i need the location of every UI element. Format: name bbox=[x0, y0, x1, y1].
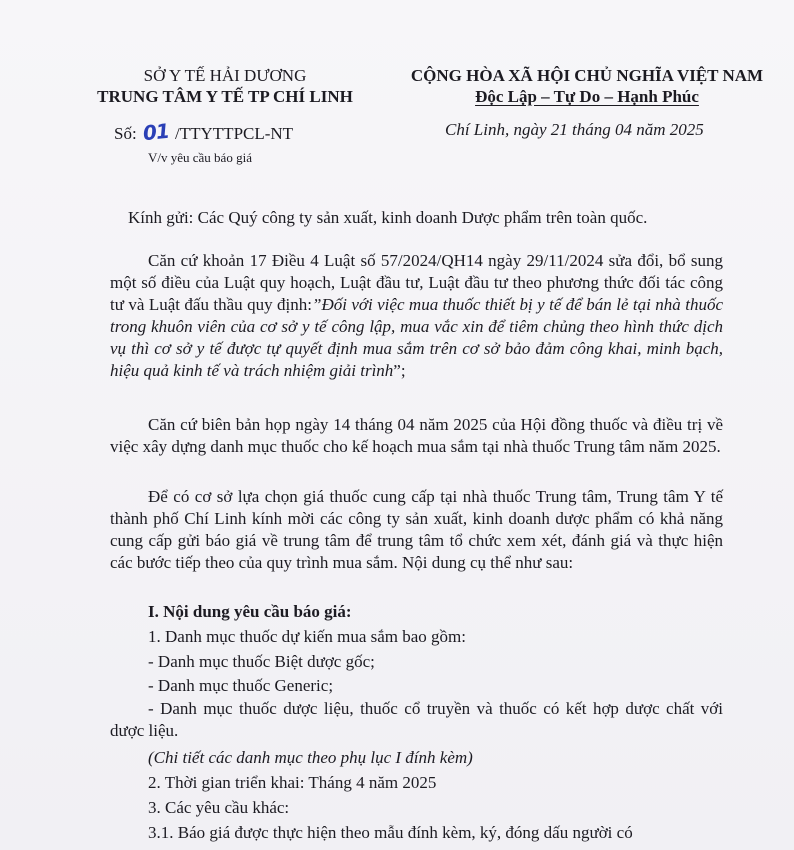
bullet-herbal bbox=[110, 698, 723, 742]
list-item-3: 3. Các yêu cầu khác: bbox=[148, 798, 290, 817]
p2-text: Căn cứ biên bản họp ngày 14 tháng 04 năm 2025 của Hội đồng thuốc và điều trị về việc xây dựng danh mục thuốc cho kế hoạch mua sắm tại nhà thuốc Trung tâm năm 2025. bbox=[110, 415, 723, 456]
p3-text: Để có cơ sở lựa chọn giá thuốc cung cấp tại nhà thuốc Trung tâm, Trung tâm Y tế thành phố Chí Linh kính mời các công ty sản xuất, kinh doanh dược phẩm có khả năng cung cấp gửi báo giá về trung tâm để trung tâm tổ chức xem xét, đánh giá và thực hiện các bước tiếp theo của quy trình mua sắm. Nội dung cụ thể như sau: bbox=[110, 487, 723, 572]
paragraph-legal-basis bbox=[110, 250, 723, 382]
appendix-note: (Chi tiết các danh mục theo phụ lục I đính kèm) bbox=[148, 748, 473, 767]
list-item-2: 2. Thời gian triển khai: Tháng 4 năm 2025 bbox=[148, 773, 437, 792]
handwritten-number: 01 bbox=[141, 118, 170, 146]
paragraph-invitation bbox=[110, 486, 723, 574]
national-motto-text: Độc Lập – Tự Do – Hạnh Phúc bbox=[475, 87, 699, 106]
p1-end: ”; bbox=[393, 361, 406, 380]
list-item-3-1: 3.1. Báo giá được thực hiện theo mẫu đính kèm, ký, đóng dấu người có bbox=[148, 823, 633, 842]
agency-parent-name: SỞ Y TẾ HẢI DƯƠNG bbox=[143, 66, 307, 85]
recipient-line: Kính gửi: Các Quý công ty sản xuất, kinh doanh Dược phẩm trên toàn quốc. bbox=[128, 208, 648, 227]
agency-name: TRUNG TÂM Y TẾ TP CHÍ LINH bbox=[97, 87, 353, 106]
place-date: Chí Linh, ngày 21 tháng 04 năm 2025 bbox=[445, 120, 704, 139]
document-subject: V/v yêu cầu báo giá bbox=[148, 150, 252, 165]
document-number bbox=[114, 120, 293, 144]
list-item-1: 1. Danh mục thuốc dự kiến mua sắm bao gồm: bbox=[148, 627, 466, 646]
p1-text: Căn cứ khoản 17 Điều 4 Luật số 57/2024/QH14 ngày 29/11/2024 sửa đổi, bổ sung một số điều của Luật quy hoạch, Luật đầu tư, Luật đầu tư theo phương thức đối tác công tư và Luật đấu thầu quy định: bbox=[110, 251, 723, 314]
section-title: I. Nội dung yêu cầu báo giá: bbox=[148, 602, 352, 621]
bullet-original-brand: - Danh mục thuốc Biệt dược gốc; bbox=[148, 652, 375, 671]
paragraph-meeting bbox=[110, 414, 723, 458]
national-title: CỘNG HÒA XÃ HỘI CHỦ NGHĨA VIỆT NAM bbox=[410, 66, 764, 85]
number-suffix: /TTYTTPCL-NT bbox=[175, 124, 294, 143]
national-motto bbox=[402, 87, 772, 107]
bullet-herbal-text: - Danh mục thuốc dược liệu, thuốc cổ truyền và thuốc có kết hợp dược chất với dược liệu. bbox=[110, 699, 723, 740]
bullet-generic: - Danh mục thuốc Generic; bbox=[148, 676, 334, 695]
p1-quote: ”Đối với việc mua thuốc thiết bị y tế để bán lẻ tại nhà thuốc trong khuôn viên của cơ sở y tế công lập, mua vắc xin để tiêm chủng theo hình thức dịch vụ thì cơ sở y tế được tự quyết định mua sắm trên cơ sở bảo đảm công khai, minh bạch, hiệu quả kinh tế và trách nhiệm giải trình bbox=[110, 295, 723, 380]
number-label: Số: bbox=[114, 124, 137, 143]
